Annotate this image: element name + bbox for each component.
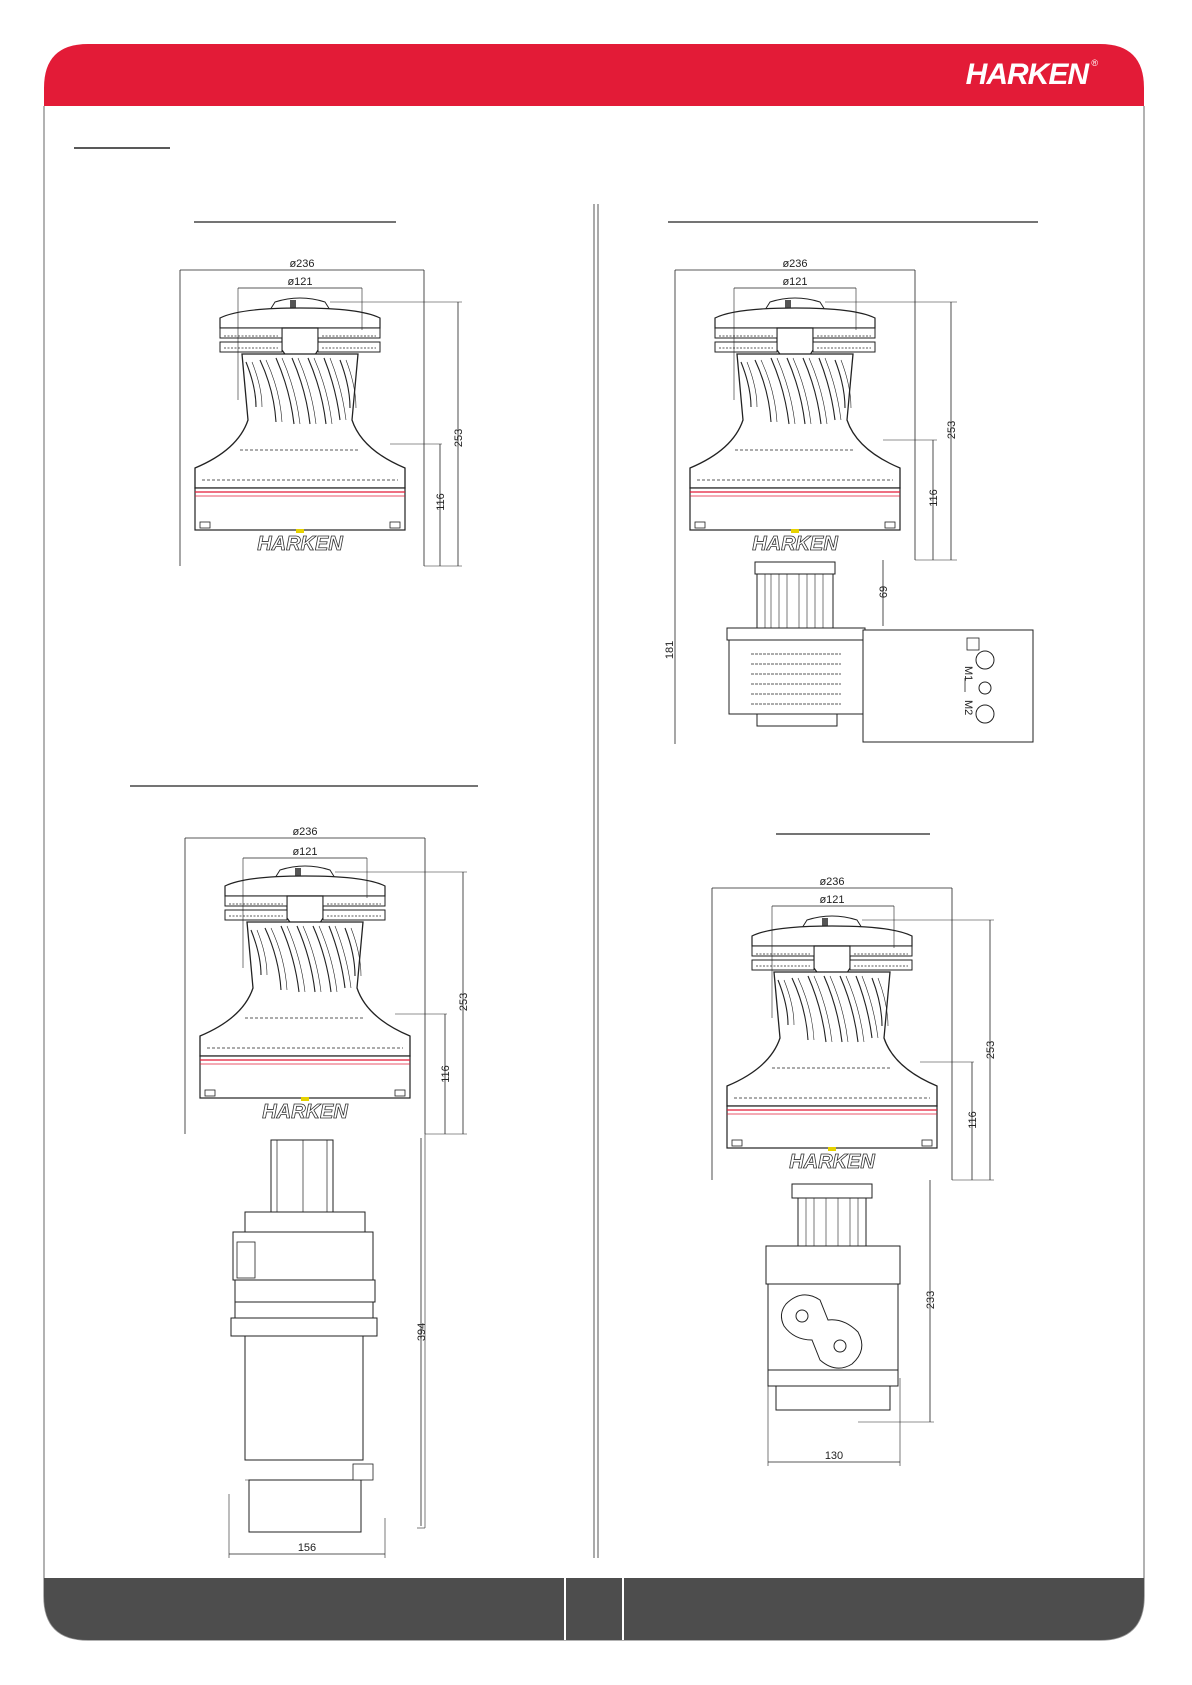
winch-illustration bbox=[690, 298, 900, 555]
dim-base-height: 116 bbox=[440, 1065, 452, 1083]
winch-illustration bbox=[200, 866, 410, 1123]
dim-outer-diameter: ø236 bbox=[782, 258, 808, 270]
vertical-motor bbox=[231, 1140, 377, 1532]
dim-drum-diameter: ø121 bbox=[782, 276, 808, 288]
dim-motor-depth: 394 bbox=[416, 1322, 428, 1342]
dim-drum-diameter: ø121 bbox=[292, 846, 318, 858]
dim-motor-depth: 181 bbox=[664, 640, 676, 660]
dim-motor-gap: 69 bbox=[878, 585, 890, 599]
dim-total-height: 253 bbox=[985, 1040, 997, 1060]
footer-bar bbox=[44, 1578, 1144, 1640]
dim-outer-diameter: ø236 bbox=[819, 876, 845, 888]
harken-logo: HARKEN bbox=[965, 58, 1088, 91]
dim-outer-diameter: ø236 bbox=[292, 826, 318, 838]
dim-motor-width: 156 bbox=[297, 1542, 317, 1554]
dim-total-height: 253 bbox=[946, 420, 958, 440]
dim-base-height: 116 bbox=[928, 489, 940, 507]
dim-drum-diameter: ø121 bbox=[819, 894, 845, 906]
dim-total-height: 253 bbox=[453, 428, 465, 448]
winch-logo: HARKEN bbox=[262, 1101, 348, 1123]
winch-illustration bbox=[195, 298, 405, 555]
drawing-bottom-left bbox=[185, 826, 470, 1558]
motor-label-m1: M1 bbox=[962, 666, 974, 682]
dim-motor-width: 130 bbox=[824, 1450, 844, 1462]
winch-logo: HARKEN bbox=[752, 533, 838, 555]
dim-outer-diameter: ø236 bbox=[289, 258, 315, 270]
drawing-bottom-right bbox=[712, 876, 997, 1466]
drawing-top-left bbox=[180, 258, 465, 566]
dim-base-height: 116 bbox=[435, 493, 447, 511]
dim-drum-diameter: ø121 bbox=[287, 276, 313, 288]
dim-base-height: 116 bbox=[967, 1111, 979, 1129]
column-divider bbox=[594, 204, 598, 1558]
winch-logo: HARKEN bbox=[789, 1151, 875, 1173]
dim-total-height: 253 bbox=[458, 992, 470, 1012]
motor-label-m2: M2 bbox=[962, 700, 974, 716]
dim-motor-depth: 233 bbox=[925, 1290, 937, 1310]
winch-logo: HARKEN bbox=[257, 533, 343, 555]
drawing-top-right bbox=[664, 258, 1033, 744]
winch-illustration bbox=[727, 916, 937, 1173]
hydraulic-motor bbox=[766, 1184, 900, 1410]
registered-mark: ® bbox=[1091, 58, 1098, 68]
